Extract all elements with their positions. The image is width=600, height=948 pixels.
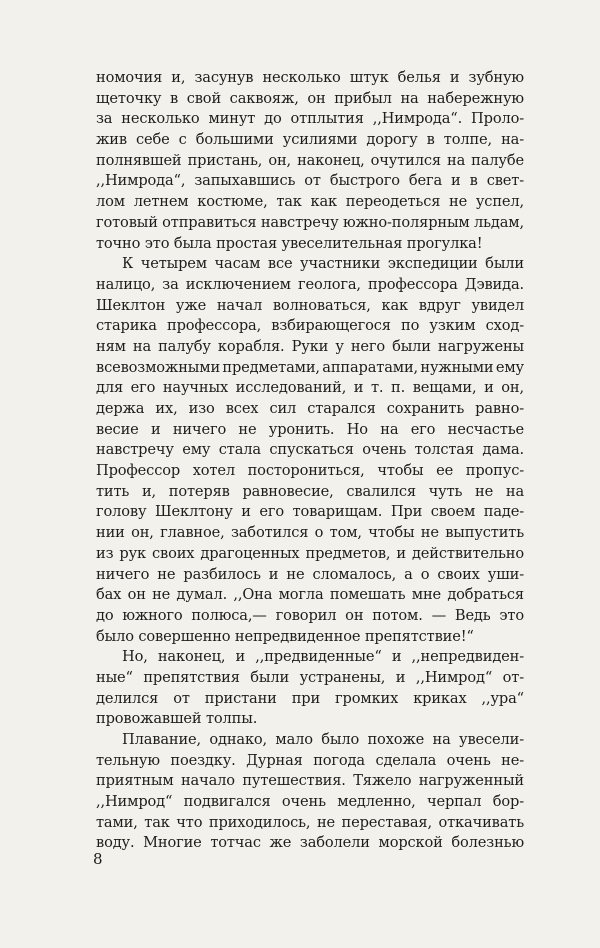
text-line: ничего не разбилось и не сломалось, а о своих уши- <box>96 565 524 583</box>
text-line: весие и ничего не уронить. Но на его несчастье <box>96 420 524 438</box>
text-line: точно это была простая увеселительная прогулка! <box>96 234 483 252</box>
text-line: полнявшей пристань, он, наконец, очутился на палубе <box>96 151 524 169</box>
text-line: до южного полюса,— говорил он потом. — Ведь это <box>96 606 524 624</box>
text-line: Но, наконец, и ,,предвиденные“ и ,,непредвиден- <box>122 648 524 666</box>
text-line: навстречу ему стала спускаться очень толстая дама. <box>96 441 524 459</box>
text-line: всевозможными предметами, аппаратами, нужными ему <box>96 358 524 376</box>
text-line: бах он не думал. ,,Она могла помешать мне добраться <box>96 586 524 604</box>
text-line: Плавание, однако, мало было похоже на увесели- <box>122 731 524 748</box>
text-line: ,,Нимрода“, запыхавшись от быстрого бега и в свет- <box>96 172 524 190</box>
text-line: Шеклтон уже начал волноваться, как вдруг увидел <box>96 296 524 314</box>
text-line: тами, так что приходилось, не переставая, откачивать <box>96 813 524 831</box>
text-line: тить и, потеряв равновесие, свалился чуть не на <box>96 482 524 500</box>
text-line: налицо, за исключением геолога, профессора Дэвида. <box>96 275 524 293</box>
text-line: голову Шеклтону и его товарищам. При своем паде- <box>96 503 524 521</box>
text-line: Профессор хотел посторониться, чтобы ее пропус- <box>96 462 524 480</box>
text-line: воду. Многие тотчас же заболели морской болезнью <box>96 834 524 852</box>
text-line: из рук своих драгоценных предметов, и действительно <box>96 544 524 562</box>
page-number: 8 <box>93 850 103 868</box>
text-line: ,,Нимрод“ подвигался очень медленно, черпал бор- <box>96 793 524 811</box>
text-line: лом летнем костюме, так как переодеться не успел, <box>96 193 524 211</box>
text-line: щеточку в свой саквояж, он прибыл на набережную <box>96 89 524 107</box>
text-line: приятным начало путешествия. Тяжело нагруженный <box>96 772 524 790</box>
text-line: К четырем часам все участники экспедиции были <box>122 255 524 273</box>
text-line: делился от пристани при громких криках ,,ура“ <box>96 689 524 707</box>
text-line: за несколько минут до отплытия ,,Нимрода“. Проло- <box>96 110 524 128</box>
text-line: тельную поездку. Дурная погода сделала очень не- <box>96 751 524 769</box>
text-line: старика профессора, взбирающегося по узким сход- <box>96 317 524 335</box>
text-line: было совершенно непредвиденное препятствие!“ <box>96 627 474 645</box>
text-line: держа их, изо всех сил старался сохранить равно- <box>96 400 524 417</box>
body-text <box>96 68 524 854</box>
text-line: готовый отправиться навстречу южно-полярным льдам, <box>96 213 524 231</box>
text-line: жив себе с большими усилиями дорогу в толпе, на- <box>96 131 524 149</box>
text-line: для его научных исследований, и т. п. вещами, и он, <box>96 379 524 397</box>
text-line: номочия и, засунув несколько штук белья и зубную <box>96 69 524 86</box>
text-line: провожавшей толпы. <box>96 710 258 728</box>
text-line: нии он, главное, заботился о том, чтобы не выпустить <box>96 524 524 542</box>
text-line: ные“ препятствия были устранены, и ,,Нимрод“ от- <box>96 668 524 686</box>
text-line: ням на палубу корабля. Руки у него были нагружены <box>96 337 524 355</box>
